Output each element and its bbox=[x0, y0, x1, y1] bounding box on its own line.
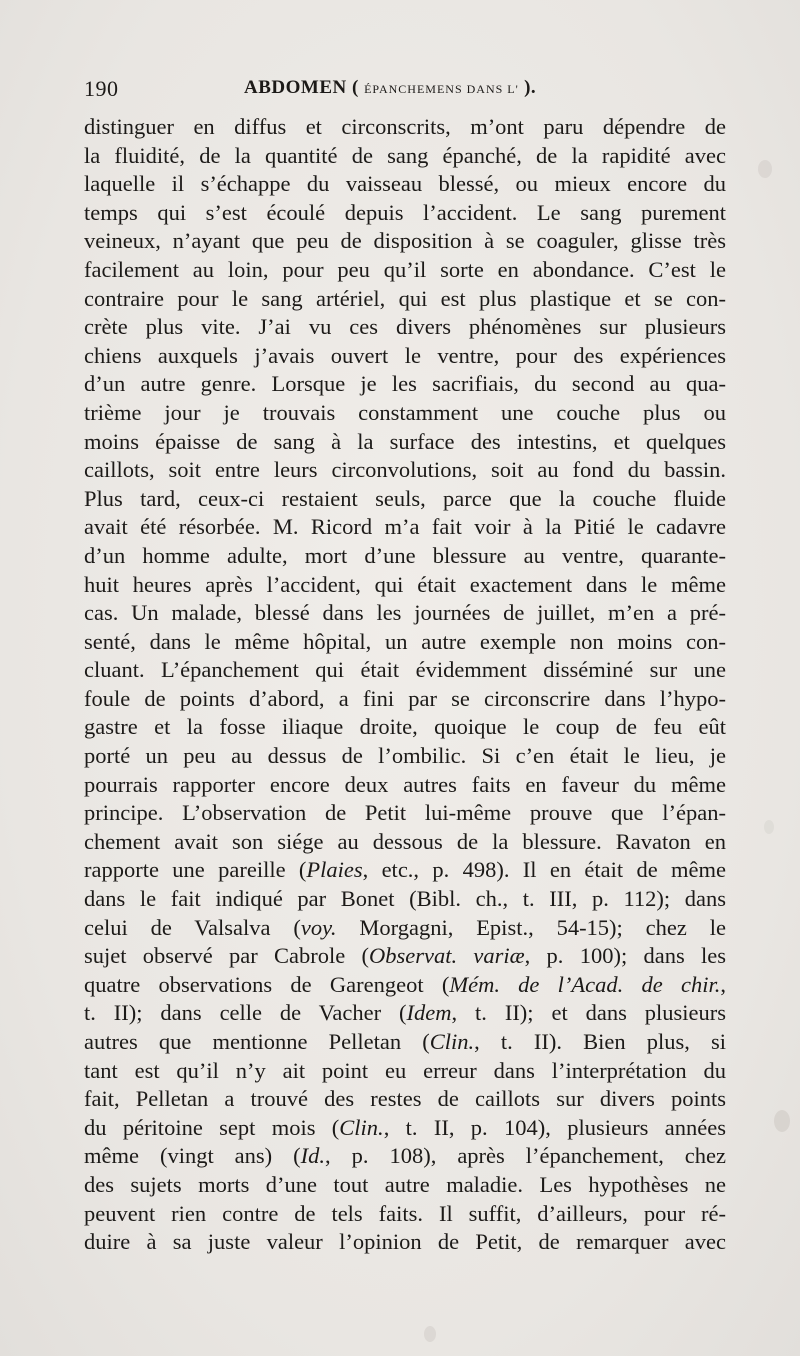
text-line bbox=[84, 513, 726, 542]
italic-span: Id. bbox=[300, 1143, 326, 1169]
text-line bbox=[84, 285, 726, 314]
text-span: même (vingt ans) ( bbox=[84, 1143, 301, 1169]
text-line bbox=[84, 571, 726, 600]
italic-span: Clin. bbox=[339, 1114, 384, 1140]
text-span: facilement au loin, pour peu qu’il sorte en abondance. C’est le bbox=[84, 256, 726, 282]
running-title-open: ( bbox=[346, 77, 365, 98]
page-number: 190 bbox=[84, 76, 119, 101]
text-span: Plus tard, ceux-ci restaient seuls, parce que la couche fluide bbox=[84, 485, 726, 511]
text-line bbox=[84, 170, 726, 199]
paper-spot bbox=[758, 160, 772, 178]
running-title bbox=[244, 77, 536, 99]
text-line bbox=[84, 199, 726, 228]
text-span: contraire pour le sang artériel, qui est plus plastique et se con- bbox=[84, 285, 726, 311]
text-line bbox=[84, 1142, 726, 1171]
text-line bbox=[84, 599, 726, 628]
text-line bbox=[84, 142, 726, 171]
page-header bbox=[84, 76, 724, 106]
italic-span: Clin. bbox=[429, 1029, 475, 1054]
italic-span: Mém. de l’Acad. de chir. bbox=[449, 971, 721, 997]
text-line bbox=[84, 1171, 726, 1200]
italic-span: Idem bbox=[406, 1000, 452, 1026]
text-line bbox=[84, 656, 726, 685]
text-span: trième jour je trouvais constamment une couche plus ou bbox=[84, 399, 726, 425]
text-line bbox=[84, 685, 726, 714]
text-span: cas. Un malade, blessé dans les journées de juillet, m’en a pré- bbox=[84, 600, 726, 626]
text-line bbox=[84, 227, 726, 256]
text-line bbox=[84, 1114, 726, 1143]
text-line bbox=[84, 1200, 726, 1229]
text-span: chiens auxquels j’avais ouvert le ventre, pour des expériences bbox=[84, 342, 726, 368]
text-span: sujet observé par Cabrole ( bbox=[84, 943, 370, 969]
text-span: gastre et la fosse iliaque droite, quoique le coup de feu eût bbox=[84, 714, 726, 740]
text-line bbox=[84, 1057, 726, 1086]
text-line bbox=[84, 856, 726, 885]
text-line bbox=[84, 399, 726, 428]
text-span: , p. 108), après l’épanchement, chez bbox=[325, 1143, 727, 1169]
text-span: fait, Pelletan a trouvé des restes de caillots sur divers points bbox=[84, 1086, 726, 1112]
text-span: du péritoine sept mois ( bbox=[84, 1114, 340, 1140]
text-span: veineux, n’ayant que peu de disposition à se coaguler, glisse très bbox=[84, 228, 726, 254]
text-span: celui de Valsalva ( bbox=[84, 914, 301, 940]
italic-span: voy. bbox=[300, 914, 337, 940]
text-line bbox=[84, 799, 726, 828]
italic-span: Observat. variæ bbox=[369, 943, 525, 969]
text-span: distinguer en diffus et circonscrits, m’ont paru dépendre de bbox=[84, 114, 726, 139]
text-span: , t. II, p. 104), plusieurs années bbox=[383, 1114, 726, 1140]
text-span: crète plus vite. J’ai vu ces divers phénomènes sur plusieurs bbox=[84, 314, 726, 340]
text-line bbox=[84, 428, 726, 457]
text-line bbox=[84, 456, 726, 485]
text-span: duire à sa juste valeur l’opinion de Petit, de remarquer avec bbox=[84, 1229, 726, 1255]
text-span: cluant. L’épanchement qui était évidemment disséminé sur une bbox=[84, 657, 726, 683]
text-line bbox=[84, 713, 726, 742]
text-span: d’un autre genre. Lorsque je les sacrifiais, du second au qua- bbox=[84, 371, 726, 397]
running-title-main: ABDOMEN bbox=[244, 77, 347, 98]
paper-spot bbox=[764, 820, 774, 834]
text-span: avait été résorbée. M. Ricord m’a fait voir à la Pitié le cadavre bbox=[84, 514, 726, 540]
text-span: temps qui s’est écoulé depuis l’accident. Le sang purement bbox=[84, 199, 726, 225]
text-line bbox=[84, 342, 726, 371]
text-line bbox=[84, 113, 726, 142]
text-line bbox=[84, 771, 726, 800]
text-span: porté un peu au dessus de l’ombilic. Si c’en était le lieu, je bbox=[84, 743, 726, 769]
text-span: , bbox=[720, 971, 726, 997]
text-line bbox=[84, 828, 726, 857]
text-span: dans le fait indiqué par Bonet (Bibl. ch., t. III, p. 112); dans bbox=[84, 886, 726, 912]
italic-span: Plaies bbox=[306, 857, 363, 883]
text-span: principe. L’observation de Petit lui-même prouve que l’épan- bbox=[84, 800, 726, 826]
text-span: senté, dans le même hôpital, un autre exemple non moins con- bbox=[84, 628, 726, 654]
text-line bbox=[84, 370, 726, 399]
text-line bbox=[84, 628, 726, 657]
text-span: autres que mentionne Pelletan ( bbox=[84, 1029, 430, 1054]
text-line bbox=[84, 999, 726, 1028]
text-span: Morgagni, Epist., 54-15); chez le bbox=[336, 914, 726, 940]
text-span: laquelle il s’échappe du vaisseau blessé, ou mieux encore du bbox=[84, 171, 726, 197]
text-span: rapporte une pareille ( bbox=[84, 857, 307, 883]
text-span: , t. II); et dans plusieurs bbox=[451, 1000, 726, 1026]
text-span: , etc., p. 498). Il en était de même bbox=[362, 857, 726, 883]
paper-spot bbox=[774, 1110, 790, 1132]
text-line bbox=[84, 485, 726, 514]
text-span: caillots, soit entre leurs circonvolutions, soit au fond du bassin. bbox=[84, 457, 726, 483]
text-line bbox=[84, 885, 726, 914]
text-span: tant est qu’il n’y ait point eu erreur dans l’interprétation du bbox=[84, 1057, 726, 1083]
text-span: foule de points d’abord, a fini par se circonscrire dans l’hypo- bbox=[84, 685, 726, 711]
text-span: pourrais rapporter encore deux autres faits en faveur du même bbox=[84, 771, 726, 797]
text-line bbox=[84, 1228, 726, 1257]
text-span: moins épaisse de sang à la surface des intestins, et quelques bbox=[84, 428, 726, 454]
text-line bbox=[84, 542, 726, 571]
text-line bbox=[84, 914, 726, 943]
text-span: quatre observations de Garengeot ( bbox=[84, 971, 450, 997]
running-title-sub: ÉPANCHEMENS DANS L' bbox=[364, 82, 519, 96]
text-line bbox=[84, 742, 726, 771]
text-line bbox=[84, 313, 726, 342]
body-text bbox=[84, 113, 726, 1257]
text-span: chement avait son siége au dessous de la blessure. Ravaton en bbox=[84, 828, 726, 854]
text-span: , t. II). Bien plus, si bbox=[474, 1029, 727, 1054]
text-span: peuvent rien contre de tels faits. Il suffit, d’ailleurs, pour ré- bbox=[84, 1200, 726, 1226]
text-span: , p. 100); dans les bbox=[524, 943, 726, 969]
text-span: huit heures après l’accident, qui était exactement dans le même bbox=[84, 571, 726, 597]
text-line bbox=[84, 1028, 726, 1057]
running-title-close: ). bbox=[518, 77, 537, 98]
text-line bbox=[84, 942, 726, 971]
text-span: des sujets morts d’une tout autre maladie. Les hypothèses ne bbox=[84, 1171, 726, 1197]
text-span: la fluidité, de la quantité de sang épanché, de la rapidité avec bbox=[84, 142, 726, 168]
paper-spot bbox=[424, 1326, 436, 1342]
text-span: t. II); dans celle de Vacher ( bbox=[84, 1000, 407, 1026]
text-line bbox=[84, 256, 726, 285]
text-span: d’un homme adulte, mort d’une blessure au ventre, quarante- bbox=[84, 542, 726, 568]
text-line bbox=[84, 971, 726, 1000]
text-line bbox=[84, 1085, 726, 1114]
